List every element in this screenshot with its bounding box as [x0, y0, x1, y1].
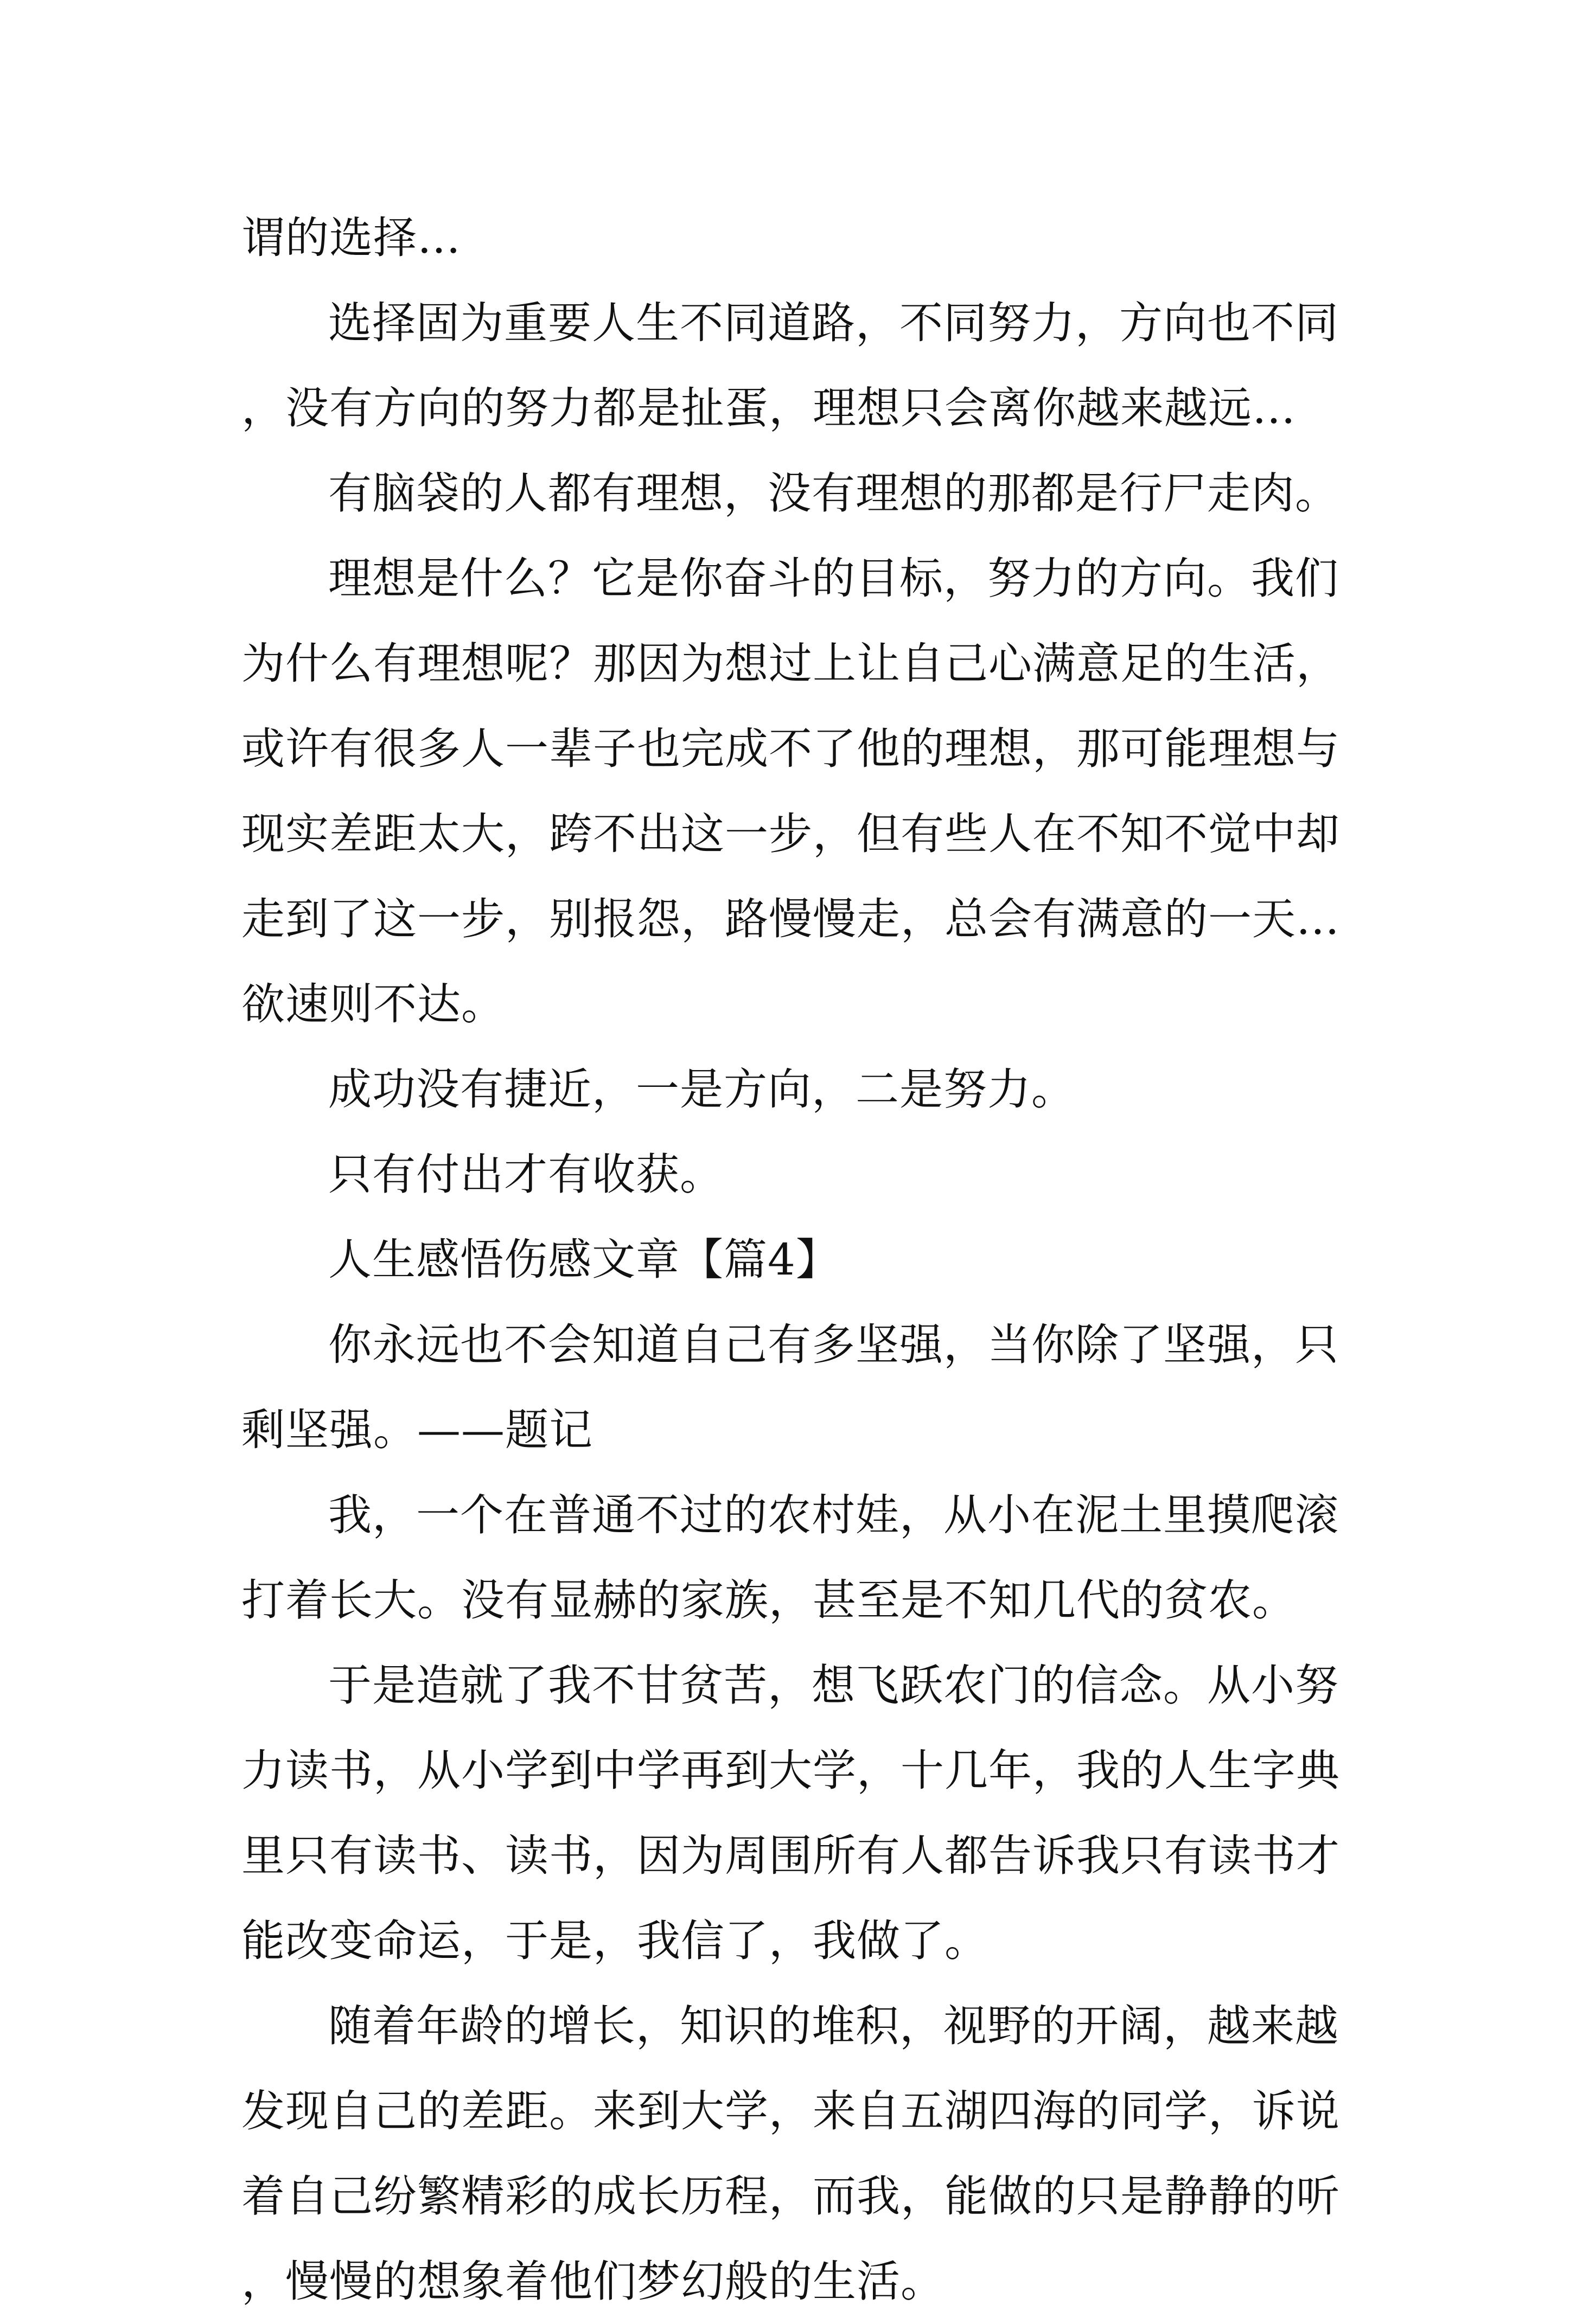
paragraph: 随着年龄的增长，知识的堆积，视野的开阔，越来越发现自己的差距。来到大学，来自五湖四海的同学，诉说着自己纷繁精彩的成长历程，而我，能做的只是静静的听，慢慢的想象着他们梦幻般的生活。	[241, 2001, 1340, 2307]
paragraph: 你永远也不会知道自己有多坚强，当你除了坚强，只剩坚强。——题记	[241, 1320, 1339, 1455]
paragraph: 理想是什么？它是你奋斗的目标，努力的方向。我们为什么有理想呢？那因为想过上让自己心满意足的生活，或许有很多人一辈子也完成不了他的理想，那可能理想与现实差距太大，跨不出这一步，但有些人在不知不觉中却走到了这一步，别报怨，路慢慢走，总会有满意的一天…欲速则不达。	[241, 553, 1340, 1029]
article-body	[241, 195, 1348, 2324]
paragraph: 选择固为重要人生不同道路，不同努力，方向也不同，没有方向的努力都是扯蛋，理想只会离你越来越远…	[241, 298, 1339, 433]
paragraph: 成功没有捷近，一是方向，二是努力。	[328, 1064, 1075, 1115]
paragraph: 只有付出才有收获。	[328, 1149, 724, 1200]
paragraph: 于是造就了我不甘贫苦，想飞跃农门的信念。从小努力读书，从小学到中学再到大学，十几年，我的人生字典里只有读书、读书，因为周围所有人都告诉我只有读书才能改变命运，于是，我信了，我做了。	[241, 1660, 1340, 1966]
paragraph: 我，一个在普通不过的农村娃，从小在泥土里摸爬滚打着长大。没有显赫的家族，甚至是不知几代的贫农。	[241, 1490, 1339, 1625]
paragraph: 有脑袋的人都有理想，没有理想的那都是行尸走肉。	[328, 468, 1339, 518]
paragraph: 谓的选择…	[241, 213, 461, 263]
section-heading: 人生感悟伤感文章【篇4】	[328, 1234, 840, 1285]
